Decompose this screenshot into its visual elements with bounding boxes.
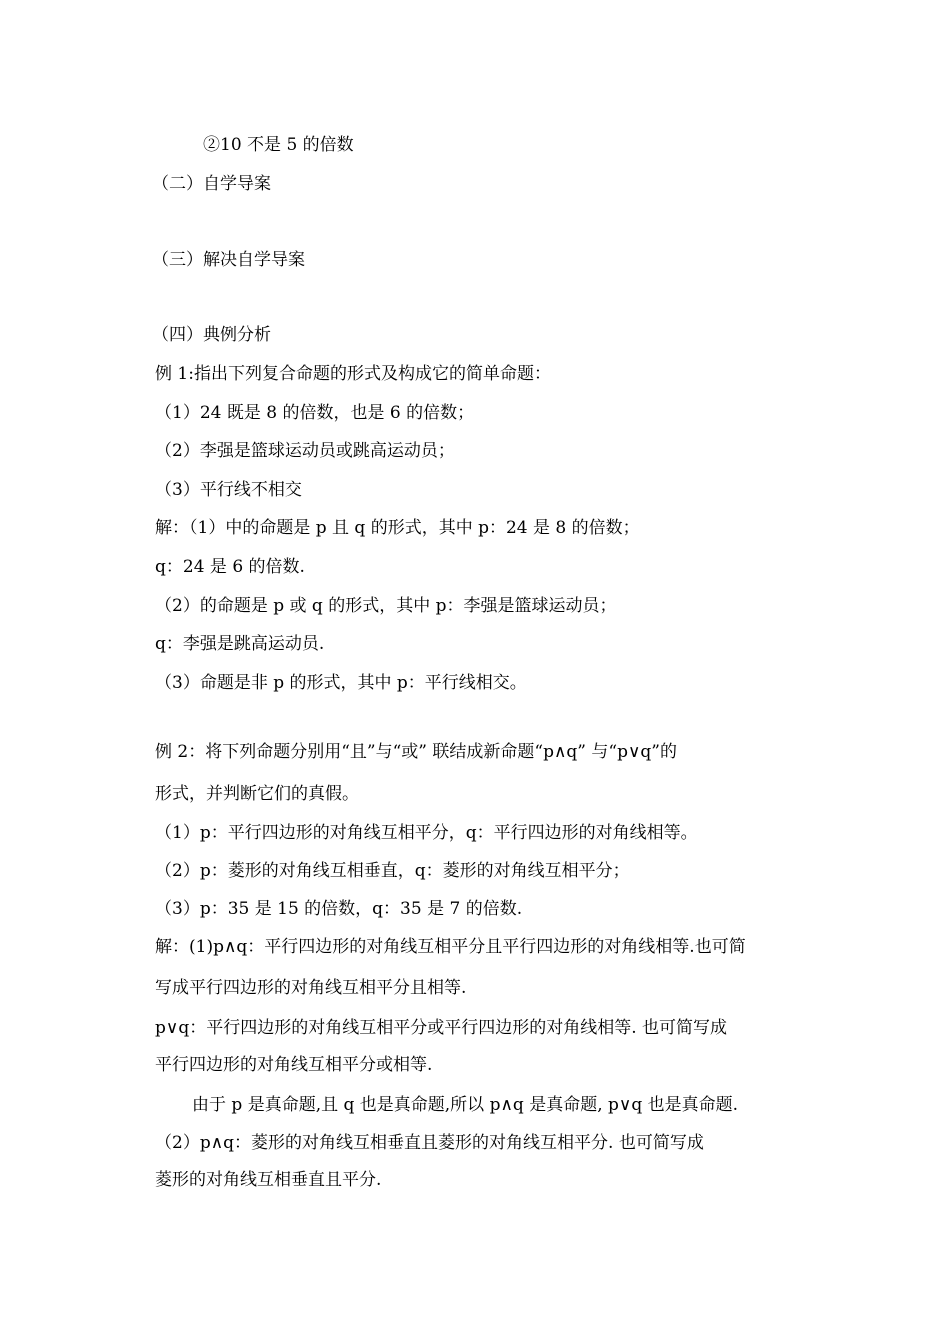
section-heading-3: （三）解决自学导案 <box>152 250 305 270</box>
text-line-circled-2: ②10 不是 5 的倍数 <box>203 135 354 155</box>
example-2-title-line-2: 形式，并判断它们的真假。 <box>155 784 359 804</box>
solution-1-line-4: q：李强是跳高运动员. <box>155 634 325 654</box>
example-1-item-2: （2）李强是篮球运动员或跳高运动员； <box>155 441 455 461</box>
example-2-item-2: （2）p：菱形的对角线互相垂直，q：菱形的对角线互相平分； <box>155 861 630 881</box>
solution-1-line-5: （3）命题是非 p 的形式，其中 p：平行线相交。 <box>155 673 527 693</box>
example-2-title-line-1: 例 2：将下列命题分别用“且”与“或” 联结成新命题“p∧q” 与“p∨q”的 <box>155 742 677 762</box>
solution-2-line-6: （2）p∧q：菱形的对角线互相垂直且菱形的对角线互相平分. 也可简写成 <box>155 1133 704 1153</box>
solution-2-line-4: 平行四边形的对角线互相平分或相等. <box>155 1055 433 1075</box>
solution-2-line-2: 写成平行四边形的对角线互相平分且相等. <box>155 978 467 998</box>
section-heading-4: （四）典例分析 <box>152 325 271 345</box>
example-2-item-3: （3）p：35 是 15 的倍数，q：35 是 7 的倍数. <box>155 899 523 919</box>
solution-2-line-3: p∨q：平行四边形的对角线互相平分或平行四边形的对角线相等. 也可简写成 <box>155 1018 728 1038</box>
solution-1-line-1: 解：（1）中的命题是 p 且 q 的形式，其中 p：24 是 8 的倍数； <box>155 518 640 538</box>
solution-2-line-1: 解：(1)p∧q：平行四边形的对角线互相平分且平行四边形的对角线相等.也可简 <box>155 937 746 957</box>
example-1-item-3: （3）平行线不相交 <box>155 480 302 500</box>
example-1-title: 例 1:指出下列复合命题的形式及构成它的简单命题： <box>155 364 551 384</box>
solution-1-line-3: （2）的命题是 p 或 q 的形式，其中 p：李强是篮球运动员； <box>155 596 617 616</box>
example-1-item-1: （1）24 既是 8 的倍数，也是 6 的倍数； <box>155 403 475 423</box>
solution-2-line-7: 菱形的对角线互相垂直且平分. <box>155 1170 382 1190</box>
solution-2-line-5: 由于 p 是真命题,且 q 也是真命题,所以 p∧q 是真命题, p∨q 也是真命题. <box>192 1095 739 1115</box>
section-heading-2: （二）自学导案 <box>152 174 271 194</box>
example-2-item-1: （1）p：平行四边形的对角线互相平分，q：平行四边形的对角线相等。 <box>155 823 698 843</box>
solution-1-line-2: q：24 是 6 的倍数. <box>155 557 305 577</box>
